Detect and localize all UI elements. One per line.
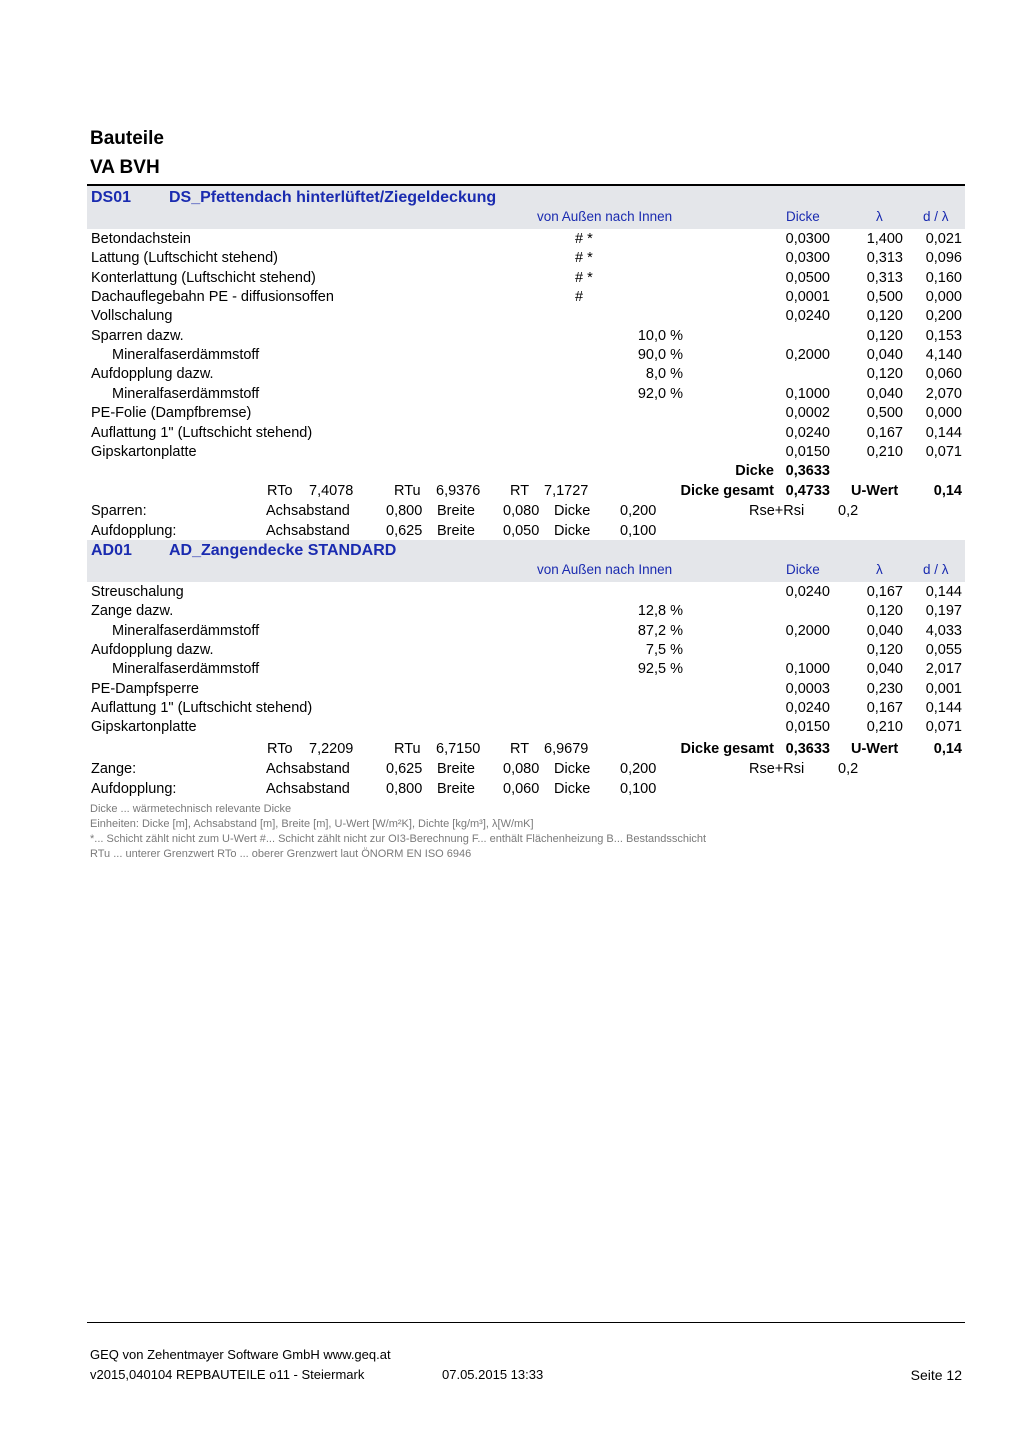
layer-d-lambda: 0,144 <box>925 584 962 600</box>
layer-row <box>0 308 1024 328</box>
rto-value: 7,2209 <box>309 741 354 757</box>
dicke-label: Dicke <box>735 463 774 479</box>
footnote: RTu ... unterer Grenzwert RTo ... oberer Grenzwert laut ÖNORM EN ISO 6946 <box>90 848 472 860</box>
layer-dicke: 0,1000 <box>785 385 830 402</box>
rtu-value: 6,7150 <box>436 741 481 757</box>
dicke-value: 0,100 <box>620 781 657 797</box>
col-direction: von Außen nach Innen <box>537 209 673 224</box>
dicke-gesamt-label: Dicke gesamt <box>680 483 774 499</box>
rto-value: 7,4078 <box>309 483 354 499</box>
layer-d-lambda: 0,001 <box>925 680 962 697</box>
layer-lambda: 0,210 <box>866 443 903 460</box>
layer-flags: # * <box>575 250 593 267</box>
layer-row <box>0 366 1024 386</box>
rto-label: RTo <box>267 741 293 757</box>
layer-row <box>0 231 1024 251</box>
layer-name: Zange dazw. <box>91 603 174 620</box>
rt-value: 7,1727 <box>544 483 589 499</box>
section-code: AD01 <box>91 542 132 559</box>
achs-value: 0,625 <box>386 761 423 777</box>
layer-dicke: 0,2000 <box>785 622 830 639</box>
detail-label: Aufdopplung: <box>91 523 177 539</box>
layer-name: Mineralfaserdämmstoff <box>112 661 260 678</box>
achs-label: Achsabstand <box>266 781 350 797</box>
rtu-label: RTu <box>394 483 421 499</box>
layer-row <box>0 584 1024 604</box>
layer-lambda: 0,120 <box>866 327 903 344</box>
layer-d-lambda: 0,153 <box>925 327 962 344</box>
layer-percent: 8,0 % <box>645 366 683 383</box>
col-d-lambda: d / λ <box>923 562 949 577</box>
detail-row <box>0 781 1024 801</box>
layer-name: Mineralfaserdämmstoff <box>112 347 260 364</box>
page-subtitle: VA BVH <box>90 157 160 178</box>
layer-dicke: 0,0150 <box>785 719 830 736</box>
layer-lambda: 0,210 <box>866 719 903 736</box>
layer-name: Lattung (Luftschicht stehend) <box>91 250 279 267</box>
summary-rt-row <box>0 483 1024 503</box>
dicke-label: Dicke <box>554 761 591 777</box>
layer-d-lambda: 4,140 <box>925 347 962 364</box>
layer-d-lambda: 0,160 <box>925 269 962 286</box>
col-lambda: λ <box>876 209 883 224</box>
uwert-value: 0,14 <box>933 741 962 757</box>
layer-d-lambda: 0,060 <box>925 366 962 383</box>
layer-lambda: 0,120 <box>866 308 903 325</box>
footer-company: GEQ von Zehentmayer Software GmbH www.geq.at <box>90 1347 391 1362</box>
layer-dicke: 0,0150 <box>785 443 830 460</box>
layer-d-lambda: 0,197 <box>925 603 962 620</box>
footnote: *... Schicht zählt nicht zum U-Wert #... Schicht zählt nicht zur OI3-Berechnung F... enthält Flächenheizung B... Bestandsschicht <box>90 833 707 845</box>
layer-flags: # <box>575 289 584 306</box>
dicke-label: Dicke <box>554 503 591 519</box>
layer-d-lambda: 0,000 <box>925 405 962 422</box>
footer-version: v2015,040104 REPBAUTEILE o11 - Steiermark <box>90 1367 365 1382</box>
layer-percent: 12,8 % <box>637 603 683 620</box>
achs-label: Achsabstand <box>266 523 350 539</box>
breite-label: Breite <box>437 761 475 777</box>
layer-dicke: 0,0500 <box>785 269 830 286</box>
layer-lambda: 0,120 <box>866 366 903 383</box>
layer-row <box>0 681 1024 701</box>
layer-dicke: 0,0300 <box>785 231 830 247</box>
layer-dicke: 0,1000 <box>785 661 830 678</box>
col-direction: von Außen nach Innen <box>537 562 673 577</box>
breite-value: 0,080 <box>503 761 540 777</box>
breite-label: Breite <box>437 503 475 519</box>
dicke-gesamt-value: 0,4733 <box>785 483 830 499</box>
layer-lambda: 0,167 <box>866 584 903 600</box>
layer-percent: 92,5 % <box>637 661 683 678</box>
layer-name: Dachauflegebahn PE - diffusionsoffen <box>91 289 334 306</box>
layer-lambda: 0,313 <box>866 250 903 267</box>
achs-value: 0,800 <box>386 503 423 519</box>
rto-label: RTo <box>267 483 293 499</box>
layer-lambda: 0,313 <box>866 269 903 286</box>
layer-name: Mineralfaserdämmstoff <box>112 385 260 402</box>
layer-d-lambda: 0,021 <box>925 231 962 247</box>
layer-row <box>0 623 1024 643</box>
dicke-gesamt-label: Dicke gesamt <box>680 741 774 757</box>
uwert-label: U-Wert <box>851 483 899 499</box>
layer-name: Mineralfaserdämmstoff <box>112 622 260 639</box>
section-name: AD_Zangendecke STANDARD <box>169 542 397 559</box>
layer-dicke: 0,0300 <box>785 250 830 267</box>
detail-label: Aufdopplung: <box>91 781 177 797</box>
layer-dicke: 0,0003 <box>785 680 830 697</box>
layer-lambda: 0,230 <box>866 680 903 697</box>
dicke-value: 0,200 <box>620 761 657 777</box>
layer-d-lambda: 0,055 <box>925 642 962 659</box>
layer-d-lambda: 0,096 <box>925 250 962 267</box>
dicke-gesamt-value: 0,3633 <box>785 741 830 757</box>
layer-percent: 87,2 % <box>637 622 683 639</box>
rse-label: Rse+Rsi <box>749 503 805 519</box>
layer-lambda: 0,120 <box>866 603 903 620</box>
rse-value: 0,2 <box>838 761 859 777</box>
layer-name: Streuschalung <box>91 584 184 600</box>
breite-label: Breite <box>437 781 475 797</box>
layer-lambda: 0,040 <box>866 347 903 364</box>
achs-value: 0,625 <box>386 523 423 539</box>
breite-value: 0,060 <box>503 781 540 797</box>
layer-row <box>0 603 1024 623</box>
footer-page-number: Seite 12 <box>910 1367 962 1383</box>
layer-d-lambda: 2,017 <box>925 661 962 678</box>
layer-dicke: 0,2000 <box>785 347 830 364</box>
layer-row <box>0 405 1024 425</box>
breite-value: 0,080 <box>503 503 540 519</box>
layer-lambda: 0,167 <box>866 700 903 717</box>
dicke-value: 0,200 <box>620 503 657 519</box>
layer-lambda: 0,040 <box>866 622 903 639</box>
layer-percent: 90,0 % <box>637 347 683 364</box>
layer-lambda: 0,167 <box>866 424 903 441</box>
layer-lambda: 0,500 <box>866 405 903 422</box>
dicke-value: 0,100 <box>620 523 657 539</box>
rt-label: RT <box>510 483 530 499</box>
summary-dicke <box>0 463 1024 483</box>
rt-label: RT <box>510 741 530 757</box>
detail-row <box>0 761 1024 781</box>
uwert-value: 0,14 <box>933 483 962 499</box>
layer-row <box>0 425 1024 445</box>
layer-row <box>0 661 1024 681</box>
layer-percent: 7,5 % <box>645 642 683 659</box>
layer-flags: # * <box>575 269 593 286</box>
layer-d-lambda: 0,144 <box>925 700 962 717</box>
col-lambda: λ <box>876 562 883 577</box>
achs-value: 0,800 <box>386 781 423 797</box>
layer-lambda: 0,040 <box>866 661 903 678</box>
layer-dicke: 0,0240 <box>785 584 830 600</box>
dicke-label: Dicke <box>554 781 591 797</box>
layer-dicke: 0,0001 <box>785 289 830 306</box>
layer-row <box>0 270 1024 290</box>
layer-row <box>0 347 1024 367</box>
section-name: DS_Pfettendach hinterlüftet/Ziegeldeckung <box>169 189 497 206</box>
layer-percent: 10,0 % <box>637 327 683 344</box>
achs-label: Achsabstand <box>266 503 350 519</box>
layer-d-lambda: 0,000 <box>925 289 962 306</box>
layer-d-lambda: 2,070 <box>925 385 962 402</box>
detail-row <box>0 503 1024 523</box>
layer-lambda: 0,120 <box>866 642 903 659</box>
layer-row <box>0 328 1024 348</box>
layer-d-lambda: 0,071 <box>925 443 962 460</box>
layer-d-lambda: 0,200 <box>925 308 962 325</box>
layer-name: PE-Dampfsperre <box>91 680 199 697</box>
layer-dicke: 0,0240 <box>785 424 830 441</box>
dicke-value: 0,3633 <box>785 463 830 479</box>
layer-name: Aufdopplung dazw. <box>91 642 214 659</box>
layer-d-lambda: 0,071 <box>925 719 962 736</box>
layer-row <box>0 289 1024 309</box>
layer-lambda: 1,400 <box>866 231 903 247</box>
dicke-label: Dicke <box>554 523 591 539</box>
layer-name: Betondachstein <box>91 231 191 247</box>
layer-percent: 92,0 % <box>637 385 683 402</box>
rtu-label: RTu <box>394 741 421 757</box>
layer-name: Auflattung 1" (Luftschicht stehend) <box>91 424 313 441</box>
layer-flags: # * <box>575 231 593 247</box>
breite-value: 0,050 <box>503 523 540 539</box>
summary-rt-row <box>0 741 1024 761</box>
footnote: Einheiten: Dicke [m], Achsabstand [m], Breite [m], U-Wert [W/m²K], Dichte [kg/m³], λ[W/mK] <box>90 818 534 830</box>
layer-row <box>0 250 1024 270</box>
layer-name: Gipskartonplatte <box>91 719 197 736</box>
page-title: Bauteile <box>90 128 164 149</box>
layer-lambda: 0,500 <box>866 289 903 306</box>
col-dicke: Dicke <box>786 562 820 577</box>
footnote: Dicke ... wärmetechnisch relevante Dicke <box>90 803 292 815</box>
footer-rule <box>87 1322 965 1323</box>
layer-name: Vollschalung <box>91 308 173 325</box>
col-dicke: Dicke <box>786 209 820 224</box>
layer-name: Gipskartonplatte <box>91 443 197 460</box>
layer-row <box>0 700 1024 720</box>
achs-label: Achsabstand <box>266 761 350 777</box>
layer-row <box>0 719 1024 739</box>
layer-d-lambda: 0,144 <box>925 424 962 441</box>
layer-name: Aufdopplung dazw. <box>91 366 214 383</box>
layer-name: PE-Folie (Dampfbremse) <box>91 405 252 422</box>
detail-label: Sparren: <box>91 503 147 519</box>
rtu-value: 6,9376 <box>436 483 481 499</box>
rt-value: 6,9679 <box>544 741 589 757</box>
layer-name: Auflattung 1" (Luftschicht stehend) <box>91 700 313 717</box>
col-d-lambda: d / λ <box>923 209 949 224</box>
rse-label: Rse+Rsi <box>749 761 805 777</box>
footer-date: 07.05.2015 13:33 <box>442 1367 544 1382</box>
breite-label: Breite <box>437 523 475 539</box>
rse-value: 0,2 <box>838 503 859 519</box>
layer-lambda: 0,040 <box>866 385 903 402</box>
layer-row <box>0 386 1024 406</box>
section-code: DS01 <box>91 189 132 206</box>
layer-dicke: 0,0240 <box>785 308 830 325</box>
layer-d-lambda: 4,033 <box>925 622 962 639</box>
uwert-label: U-Wert <box>851 741 899 757</box>
layer-row <box>0 642 1024 662</box>
layer-dicke: 0,0002 <box>785 405 830 422</box>
detail-label: Zange: <box>91 761 137 777</box>
layer-dicke: 0,0240 <box>785 700 830 717</box>
layer-name: Konterlattung (Luftschicht stehend) <box>91 269 316 286</box>
layer-row <box>0 444 1024 464</box>
layer-name: Sparren dazw. <box>91 327 184 344</box>
